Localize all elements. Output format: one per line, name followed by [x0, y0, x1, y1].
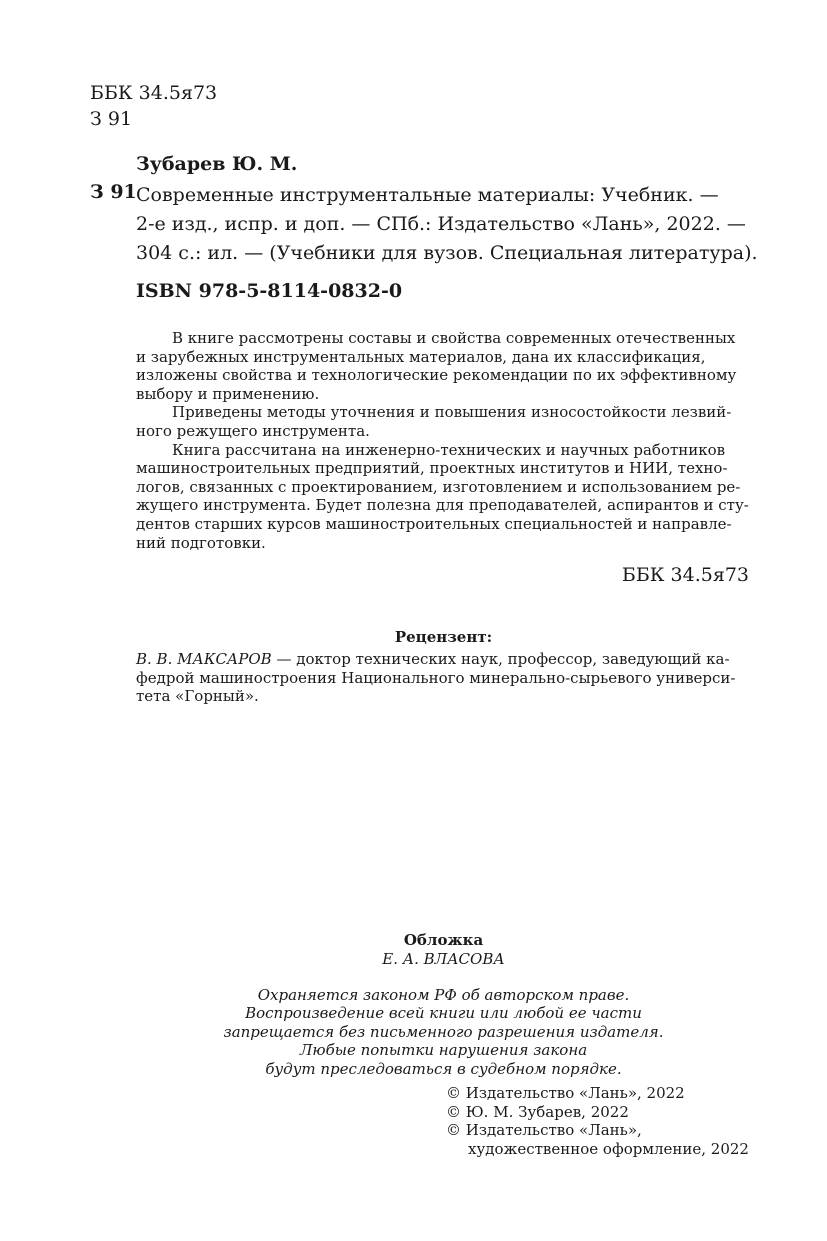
legal-line: Воспроизведение всей книги или любой ее части	[245, 1004, 642, 1023]
reviewer-line1-rest: — доктор технических наук, профессор, заведующий ка-	[271, 650, 730, 668]
annotation-line: ного режущего инструмента.	[136, 421, 370, 440]
isbn: ISBN 978-5-8114-0832-0	[136, 280, 403, 302]
reviewer-info	[136, 650, 749, 706]
copyright-line: © Издательство «Лань»,	[446, 1121, 642, 1140]
author-mark-top: З 91	[90, 108, 133, 130]
bbk-code-top: ББК 34.5я73	[90, 82, 218, 104]
reviewer-line	[136, 650, 749, 669]
header-block	[90, 80, 217, 132]
bib-line: 304 с.: ил. — (Учебники для вузов. Специальная литература).	[136, 242, 758, 264]
annotation-line: жущего инструмента. Будет полезна для преподавателей, аспирантов и сту-	[136, 496, 749, 515]
copyright-line: © Ю. М. Зубарев, 2022	[446, 1102, 629, 1121]
catalog-author: Зубарев Ю. М.	[136, 153, 298, 175]
annotation-line: Книга рассчитана на инженерно-технических и научных работников	[172, 440, 726, 459]
reviewer-title: Рецензент:	[394, 628, 493, 646]
annotation-line: ний подготовки.	[136, 533, 266, 552]
catalog-author-mark: З 91	[90, 181, 137, 203]
annotation-line: логов, связанных с проектированием, изготовлением и использованием ре-	[136, 477, 741, 496]
annotation-line: Приведены методы уточнения и повышения износостойкости лезвий-	[172, 403, 732, 422]
annotation-line: машиностроительных предприятий, проектных институтов и НИИ, техно-	[136, 459, 728, 478]
cover-title: Обложка	[403, 931, 484, 949]
legal-line: Охраняется законом РФ об авторском праве.	[257, 986, 630, 1004]
annotation	[136, 329, 749, 552]
copyright-line: художественное оформление, 2022	[468, 1139, 749, 1158]
reviewer-name: В. В. МАКСАРОВ	[136, 650, 272, 668]
reviewer-line: тета «Горный».	[136, 687, 259, 706]
reviewer-line: федрой машиностроения Национального минерально-сырьевого универси-	[136, 668, 736, 687]
copyright-line: © Издательство «Лань», 2022	[446, 1084, 685, 1102]
annotation-line: выбору и применению.	[136, 384, 320, 403]
bbk-code-annotation: ББК 34.5я73	[621, 564, 749, 586]
annotation-line: В книге рассмотрены составы и свойства современных отечественных	[172, 329, 736, 347]
copyright-block	[446, 1084, 749, 1158]
annotation-line: и зарубежных инструментальных материалов, дана их классификация,	[136, 347, 706, 366]
bib-line: 2-е изд., испр. и доп. — СПб.: Издательство «Лань», 2022. —	[136, 213, 746, 235]
legal-line: будут преследоваться в судебном порядке.	[265, 1059, 622, 1078]
bib-line: Современные инструментальные материалы: Учебник. —	[136, 184, 719, 206]
annotation-line: изложены свойства и технологические рекомендации по их эффективному	[136, 366, 737, 385]
cover-designer: Е. А. ВЛАСОВА	[382, 950, 505, 968]
legal-notice	[0, 986, 827, 1078]
annotation-line: дентов старших курсов машиностроительных специальностей и направле-	[136, 514, 732, 533]
legal-line: запрещается без письменного разрешения издателя.	[223, 1022, 664, 1041]
legal-line: Любые попытки нарушения закона	[299, 1041, 588, 1060]
bibliographic-record	[136, 181, 758, 268]
